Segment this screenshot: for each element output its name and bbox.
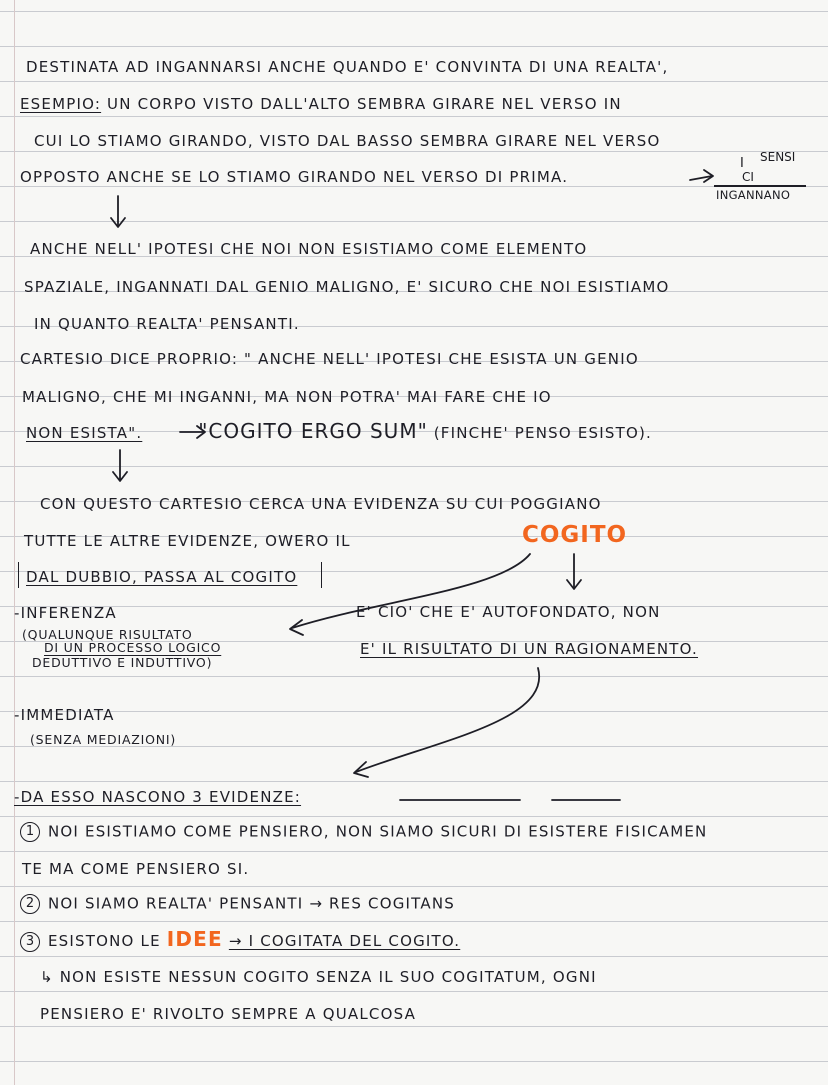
- label-immediata: -IMMEDIATA: [14, 706, 115, 724]
- line-in-quanto: IN QUANTO REALTA' PENSANTI.: [34, 315, 300, 333]
- inferenza-note-3: DEDUTTIVO E INDUTTIVO): [32, 655, 213, 670]
- evidenza-1-cont: TE MA COME PENSIERO SI.: [22, 860, 250, 878]
- line-pensiero-rivolto: PENSIERO E' RIVOLTO SEMPRE A QUALCOSA: [40, 1005, 417, 1023]
- number-2-circle: 2: [20, 894, 40, 914]
- esempio-label: ESEMPIO:: [20, 95, 102, 113]
- number-1-circle: 1: [20, 822, 40, 842]
- line-con-questo: CON QUESTO CARTESIO CERCA UNA EVIDENZA SU CUI POGGIANO: [40, 495, 602, 513]
- line-maligno: MALIGNO, CHE MI INGANNI, MA NON POTRA' MAI FARE CHE IO: [22, 388, 552, 406]
- risultato-text: E' IL RISULTATO DI UN RAGIONAMENTO.: [360, 640, 699, 658]
- fraction-numerator: I: [740, 156, 745, 171]
- evidenza-3-text-a: ESISTONO LE: [48, 932, 161, 950]
- inferenza-note-1: (QUALUNQUE RISULTATO: [22, 627, 193, 642]
- evidenza-2-text: NOI SIAMO REALTA' PENSANTI → RES COGITANS: [48, 894, 455, 913]
- line-autofondato: E' CIO' CHE E' AUTOFONDATO, NON: [356, 603, 661, 621]
- line-spaziale: SPAZIALE, INGANNATI DAL GENIO MALIGNO, E' SICURO CHE NOI ESISTIAMO: [24, 278, 670, 296]
- fraction-denominator: INGANNANO: [716, 188, 791, 202]
- evidenza-1-text: NOI ESISTIAMO COME PENSIERO, NON SIAMO SICURI DI ESISTERE FISICAMEN: [48, 822, 708, 841]
- label-inferenza: -INFERENZA: [14, 604, 117, 622]
- line-cartesio-dice: CARTESIO DICE PROPRIO: " ANCHE NELL' IPOTESI CHE ESISTA UN GENIO: [20, 350, 639, 368]
- line-cui: CUI LO STIAMO GIRANDO, VISTO DAL BASSO SEMBRA GIRARE NEL VERSO: [34, 132, 661, 150]
- line-anche: ANCHE NELL' IPOTESI CHE NOI NON ESISTIAMO COME ELEMENTO: [30, 240, 588, 258]
- cogito-highlight: COGITO: [522, 522, 628, 548]
- cogito-ergo-sum: "COGITO ERGO SUM": [198, 419, 428, 443]
- nascono-text: -DA ESSO NASCONO 3 EVIDENZE:: [14, 788, 302, 806]
- finche-penso: (FINCHE' PENSO ESISTO).: [433, 424, 652, 442]
- fraction-ci: CI: [742, 170, 754, 184]
- inferenza-note-2: DI UN PROCESSO LOGICO: [44, 640, 222, 655]
- evidenza-3-text-b: → I COGITATA DEL COGITO.: [228, 932, 461, 950]
- number-3-circle: 3: [20, 932, 40, 952]
- line-opposto: OPPOSTO ANCHE SE LO STIAMO GIRANDO NEL VERSO DI PRIMA.: [20, 168, 569, 186]
- dal-dubbio-text: DAL DUBBIO, PASSA AL COGITO: [26, 568, 298, 586]
- tutte-text: TUTTE LE ALTRE EVIDENZE, OWERO IL: [24, 532, 351, 550]
- arrow-cogito-to-inferenza: [292, 554, 530, 628]
- line-non-esiste: ↳ NON ESISTE NESSUN COGITO SENZA IL SUO COGITATUM, OGNI: [40, 968, 597, 986]
- non-esista: NON ESISTA".: [26, 424, 143, 442]
- arrow-to-evidenze: [356, 668, 539, 772]
- esempio-text: UN CORPO VISTO DALL'ALTO SEMBRA GIRARE NEL VERSO IN: [101, 95, 622, 113]
- idee-highlight: IDEE: [166, 927, 223, 951]
- fraction-sensi: SENSI: [760, 150, 796, 164]
- line-destinata: DESTINATA AD INGANNARSI ANCHE QUANDO E' CONVINTA DI UNA REALTA',: [26, 58, 669, 76]
- immediata-note: (SENZA MEDIAZIONI): [30, 732, 177, 747]
